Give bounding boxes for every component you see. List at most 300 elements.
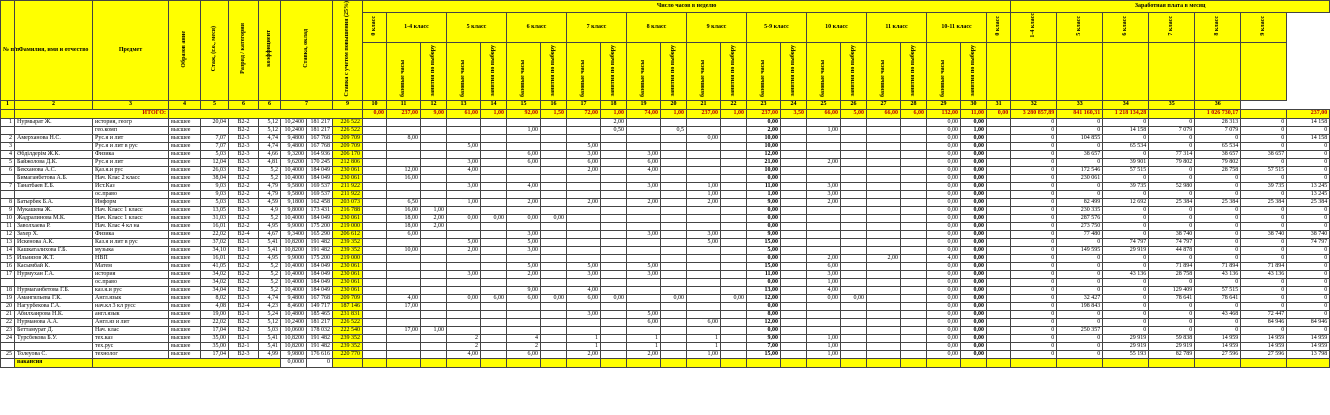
subject: Рус.я и лит в рус	[93, 142, 169, 150]
row-number: 20	[1, 302, 15, 310]
hours-cell	[387, 254, 421, 262]
rate-coef: 10,2400	[281, 118, 307, 126]
hours-cell	[781, 206, 807, 214]
hours-cell	[807, 174, 841, 182]
teacher-name	[15, 190, 93, 198]
hours-cell	[841, 190, 867, 198]
hours-total	[987, 214, 1011, 222]
column-number: 14	[481, 100, 507, 109]
hours-cell	[601, 286, 627, 294]
pay-cell: 0	[1103, 262, 1149, 270]
pay-cell: 0	[1103, 278, 1149, 286]
vacancy-blank	[901, 358, 927, 367]
hours-cell	[781, 278, 807, 286]
hours-cell	[721, 198, 747, 206]
vacancy-blank	[1011, 358, 1057, 367]
hours-cell	[481, 166, 507, 174]
header-subject: Предмет	[93, 1, 169, 101]
pay-cell: 0	[1287, 246, 1330, 254]
header-pay-sub	[1241, 42, 1287, 100]
hours-cell	[901, 294, 927, 302]
hours-cell	[721, 214, 747, 222]
salary-with-raise: 203 073	[333, 198, 363, 206]
hours-cell	[481, 278, 507, 286]
header-pay-group: Заработная плата в месяц	[1011, 1, 1330, 13]
table-row	[1, 182, 1330, 190]
pay-cell: 0	[1149, 118, 1195, 126]
vacancy-row	[1, 358, 1330, 367]
total-value: 237,00	[1287, 109, 1330, 118]
rate-coef: 10,2400	[281, 318, 307, 326]
hours-cell	[687, 206, 721, 214]
hours-cell: 0,00	[507, 214, 541, 222]
education: высшее	[169, 310, 201, 318]
hours-cell	[901, 326, 927, 334]
hours-cell	[721, 326, 747, 334]
pay-cell: 57 515	[1241, 166, 1287, 174]
hours-cell	[387, 270, 421, 278]
vacancy-blank	[333, 358, 363, 367]
hours-cell: 0,00	[961, 206, 987, 214]
row-number	[1, 190, 15, 198]
teacher-name: Кашкаталихова Г.Б.	[15, 246, 93, 254]
salary-with-raise: 212 806	[333, 158, 363, 166]
hours-cell	[363, 326, 387, 334]
hours-cell	[687, 214, 721, 222]
row-number: 13	[1, 238, 15, 246]
hours-cell	[567, 326, 601, 334]
pay-cell: 74 797	[1103, 238, 1149, 246]
salary-with-raise: 219 000	[333, 222, 363, 230]
pay-cell: 0	[1011, 190, 1057, 198]
hours-cell	[507, 206, 541, 214]
hours-cell	[481, 182, 507, 190]
hours-cell: 5,00	[447, 238, 481, 246]
hours-cell	[601, 246, 627, 254]
hours-cell	[867, 142, 901, 150]
education: высшее	[169, 182, 201, 190]
hours-cell: 2,00	[421, 222, 447, 230]
pay-cell: 84 946	[1241, 318, 1287, 326]
education: высшее	[169, 270, 201, 278]
table-row	[1, 262, 1330, 270]
hours-cell: 5,00	[747, 246, 781, 254]
hours-cell	[901, 214, 927, 222]
hours-cell	[387, 142, 421, 150]
pay-cell: 0	[1011, 310, 1057, 318]
category: В2-2	[229, 222, 259, 230]
hours-cell	[807, 238, 841, 246]
total-value: 0,00	[363, 109, 387, 118]
hours-cell	[901, 302, 927, 310]
salary-with-raise: 226 522	[333, 118, 363, 126]
hours-cell	[867, 350, 901, 358]
pay-cell: 39 735	[1103, 182, 1149, 190]
pay-cell: 43 468	[1195, 310, 1241, 318]
hours-cell	[541, 126, 567, 134]
header-basic-hours: базовые часы	[387, 42, 421, 100]
pay-cell: 13 245	[1287, 182, 1330, 190]
hours-cell	[363, 174, 387, 182]
rate-salary: 181 217	[307, 126, 333, 134]
subject: нач.кл 3 кл русс	[93, 302, 169, 310]
hours-cell	[601, 318, 627, 326]
vacancy-blank	[1287, 358, 1330, 367]
hours-cell	[841, 174, 867, 182]
education: высшее	[169, 254, 201, 262]
pay-cell: 0	[1103, 214, 1149, 222]
hours-cell	[901, 310, 927, 318]
hours-cell: 7,00	[747, 342, 781, 350]
coefficient: 5,41	[259, 342, 281, 350]
teacher-name: Захер Х.	[15, 230, 93, 238]
hours-cell: 0,00	[961, 334, 987, 342]
coefficient: 4,79	[259, 182, 281, 190]
hours-total	[987, 254, 1011, 262]
hours-cell	[541, 150, 567, 158]
hours-cell	[541, 246, 567, 254]
row-number: 17	[1, 270, 15, 278]
column-number: 31	[987, 100, 1011, 109]
coefficient: 4,99	[259, 350, 281, 358]
hours-cell: 1,00	[807, 334, 841, 342]
pay-cell: 12 692	[1103, 198, 1149, 206]
rate-coef: 9,4800	[281, 134, 307, 142]
hours-cell: 3,00	[627, 150, 661, 158]
hours-cell	[841, 134, 867, 142]
pay-cell: 0	[1057, 350, 1103, 358]
hours-cell: 0,00	[927, 190, 961, 198]
hours-cell	[507, 254, 541, 262]
rate-salary: 184 049	[307, 286, 333, 294]
hours-cell: 21,00	[747, 158, 781, 166]
total-value: 0,00	[987, 109, 1011, 118]
pay-cell: 0	[1011, 182, 1057, 190]
hours-cell	[867, 246, 901, 254]
hours-cell: 2,00	[567, 166, 601, 174]
experience: 5,03	[201, 198, 229, 206]
hours-cell: 1	[627, 342, 661, 350]
hours-cell	[841, 150, 867, 158]
header-grade: 6 класс	[507, 12, 567, 42]
pay-cell: 43 136	[1103, 270, 1149, 278]
hours-total	[987, 118, 1011, 126]
experience: 41,05	[201, 262, 229, 270]
hours-cell: 0,00	[961, 302, 987, 310]
rate-coef: 10,4800	[281, 310, 307, 318]
hours-total	[987, 270, 1011, 278]
hours-cell	[541, 198, 567, 206]
hours-cell	[627, 326, 661, 334]
hours-cell	[363, 206, 387, 214]
hours-cell	[661, 198, 687, 206]
hours-cell	[661, 342, 687, 350]
hours-cell	[541, 270, 567, 278]
salary-with-raise: 239 352	[333, 238, 363, 246]
pay-cell: 0	[1287, 142, 1330, 150]
hours-cell	[661, 182, 687, 190]
hours-cell	[661, 326, 687, 334]
hours-cell	[567, 246, 601, 254]
header-grade: 10 класс	[807, 12, 867, 42]
hours-cell	[781, 230, 807, 238]
vacancy-blank	[421, 358, 447, 367]
total-value: 92,00	[507, 109, 541, 118]
subject: Нач. Клас 4 кл на	[93, 222, 169, 230]
coefficient: 4,66	[259, 150, 281, 158]
hours-cell: 9,00	[747, 230, 781, 238]
column-number: 29	[927, 100, 961, 109]
pay-cell: 0	[1011, 166, 1057, 174]
pay-cell: 0	[1149, 214, 1195, 222]
hours-cell	[601, 142, 627, 150]
rate-coef: 9,9000	[281, 254, 307, 262]
hours-cell	[541, 238, 567, 246]
salary-with-raise: 209 709	[333, 142, 363, 150]
vacancy-blank	[987, 358, 1011, 367]
subject: англ.язык	[93, 310, 169, 318]
hours-cell: 6,00	[481, 294, 507, 302]
hours-cell	[541, 326, 567, 334]
hours-cell: 0,00	[747, 214, 781, 222]
coefficient: 4,74	[259, 294, 281, 302]
hours-cell: 6,00	[387, 230, 421, 238]
hours-cell	[481, 310, 507, 318]
hours-cell: 5,00	[627, 262, 661, 270]
hours-cell	[601, 350, 627, 358]
salary-with-raise: 187 146	[333, 302, 363, 310]
pay-cell: 14 158	[1287, 134, 1330, 142]
hours-cell: 18,00	[387, 214, 421, 222]
hours-total	[987, 150, 1011, 158]
hours-cell	[867, 230, 901, 238]
hours-cell	[781, 142, 807, 150]
coefficient: 5,2	[259, 262, 281, 270]
pay-cell: 0	[1287, 326, 1330, 334]
coefficient: 5,2	[259, 286, 281, 294]
total-value: 61,00	[447, 109, 481, 118]
pay-cell: 0	[1195, 278, 1241, 286]
table-row	[1, 142, 1330, 150]
pay-cell: 198 843	[1057, 302, 1103, 310]
vacancy-blank	[1103, 358, 1149, 367]
hours-cell	[901, 142, 927, 150]
pay-cell: 0	[1241, 142, 1287, 150]
hours-cell	[627, 190, 661, 198]
hours-cell	[601, 206, 627, 214]
header-basic-hours: базовые часы	[747, 42, 781, 100]
category: В2-3	[229, 158, 259, 166]
hours-cell	[781, 350, 807, 358]
header-pay-col: 0 класс	[987, 12, 1011, 42]
hours-cell	[687, 286, 721, 294]
header-experience: Стаж, (г.о., меся)	[201, 1, 229, 101]
column-number: 33	[1057, 100, 1103, 109]
category: В2-2	[229, 326, 259, 334]
hours-cell	[481, 262, 507, 270]
hours-cell	[363, 126, 387, 134]
hours-cell	[541, 350, 567, 358]
teacher-name: Бимаганбетова А.Б.	[15, 174, 93, 182]
column-number: 3	[93, 100, 169, 109]
education: высшее	[169, 206, 201, 214]
hours-cell	[421, 262, 447, 270]
education: высшее	[169, 166, 201, 174]
hours-cell	[601, 150, 627, 158]
vacancy-blank	[601, 358, 627, 367]
hours-cell	[601, 230, 627, 238]
hours-cell: 0,00	[961, 166, 987, 174]
education: высшее	[169, 158, 201, 166]
education: высшее	[169, 262, 201, 270]
hours-cell	[541, 310, 567, 318]
total-value: 1,00	[661, 109, 687, 118]
hours-cell	[507, 310, 541, 318]
total-value: 9,00	[421, 109, 447, 118]
hours-cell	[687, 294, 721, 302]
hours-cell	[721, 254, 747, 262]
subject: Физика	[93, 150, 169, 158]
hours-cell: 6,00	[567, 294, 601, 302]
hours-cell	[721, 334, 747, 342]
pay-cell: 38 740	[1149, 230, 1195, 238]
hours-total	[987, 342, 1011, 350]
pay-cell: 0	[1287, 294, 1330, 302]
category: В2-2	[229, 214, 259, 222]
hours-cell	[901, 206, 927, 214]
hours-cell	[507, 190, 541, 198]
rate-coef: 10,4000	[281, 166, 307, 174]
hours-cell	[867, 214, 901, 222]
teacher-name: Толеуова С.	[15, 350, 93, 358]
rate-coef: 10,0600	[281, 326, 307, 334]
hours-cell	[687, 278, 721, 286]
header-basic-hours: базовые часы	[687, 42, 721, 100]
pay-cell: 149 595	[1057, 246, 1103, 254]
hours-cell	[781, 150, 807, 158]
hours-cell	[541, 254, 567, 262]
pay-cell: 25 384	[1241, 198, 1287, 206]
hours-total	[987, 262, 1011, 270]
hours-cell	[841, 246, 867, 254]
hours-cell: 13,00	[747, 286, 781, 294]
pay-cell: 74 797	[1149, 238, 1195, 246]
column-number: 24	[781, 100, 807, 109]
hours-cell	[601, 302, 627, 310]
hours-cell: 0,00	[961, 278, 987, 286]
experience: 37,02	[201, 238, 229, 246]
pay-cell: 71 894	[1241, 262, 1287, 270]
salary-with-raise: 206 612	[333, 230, 363, 238]
hours-cell	[687, 302, 721, 310]
pay-cell: 0	[1011, 342, 1057, 350]
pay-cell: 38 657	[1195, 150, 1241, 158]
hours-cell: 3,00	[807, 190, 841, 198]
hours-cell	[421, 278, 447, 286]
pay-cell: 0	[1103, 318, 1149, 326]
hours-cell	[901, 198, 927, 206]
teacher-name: Нурмухан Г.А.	[15, 270, 93, 278]
hours-cell	[867, 334, 901, 342]
hours-cell	[601, 182, 627, 190]
hours-cell	[421, 134, 447, 142]
hours-cell	[481, 238, 507, 246]
hours-cell: 2,00	[507, 270, 541, 278]
hours-cell	[541, 142, 567, 150]
hours-cell: 1	[567, 342, 601, 350]
hours-cell	[507, 142, 541, 150]
experience: 13,05	[201, 206, 229, 214]
experience: 16,01	[201, 254, 229, 262]
pay-cell: 0	[1011, 318, 1057, 326]
rate-salary: 184 049	[307, 262, 333, 270]
hours-cell	[807, 142, 841, 150]
hours-cell	[481, 318, 507, 326]
hours-cell	[807, 318, 841, 326]
pay-cell: 0	[1011, 286, 1057, 294]
hours-cell	[867, 262, 901, 270]
rate-salary: 184 049	[307, 214, 333, 222]
hours-cell: 15,00	[747, 350, 781, 358]
total-value: 5,00	[841, 109, 867, 118]
hours-cell	[541, 182, 567, 190]
hours-cell	[481, 286, 507, 294]
subject: Нач. Класс 1 класс	[93, 214, 169, 222]
column-number: 28	[901, 100, 927, 109]
rate-coef: 9,9800	[281, 350, 307, 358]
rate-coef: 9,8000	[281, 206, 307, 214]
hours-cell: 2,00	[421, 214, 447, 222]
total-label: ИТОГО:	[15, 109, 169, 118]
hours-cell	[841, 166, 867, 174]
hours-cell	[421, 190, 447, 198]
education: высшее	[169, 118, 201, 126]
hours-cell	[507, 302, 541, 310]
pay-cell: 230 061	[1057, 174, 1103, 182]
total-value: 132,00	[927, 109, 961, 118]
hours-cell	[541, 318, 567, 326]
hours-cell	[721, 174, 747, 182]
coefficient: 5,41	[259, 334, 281, 342]
hours-cell: 6,00	[627, 318, 661, 326]
hours-cell	[567, 318, 601, 326]
hours-cell	[721, 150, 747, 158]
rate-coef: 9,6200	[281, 158, 307, 166]
rate-coef: 10,8200	[281, 246, 307, 254]
hours-cell: 3,00	[567, 270, 601, 278]
coefficient: 4,23	[259, 302, 281, 310]
pay-cell: 0	[1195, 326, 1241, 334]
total-value: 72,00	[567, 109, 601, 118]
experience: 5,03	[201, 150, 229, 158]
hours-cell: 0,00	[961, 342, 987, 350]
pay-cell: 0	[1287, 310, 1330, 318]
hours-cell: 0,00	[747, 278, 781, 286]
pay-cell: 71 894	[1195, 262, 1241, 270]
hours-cell	[421, 318, 447, 326]
pay-cell: 43 136	[1195, 270, 1241, 278]
total-value: 1 218 134,28	[1103, 109, 1149, 118]
hours-cell: 1,00	[807, 342, 841, 350]
pay-cell: 84 946	[1287, 318, 1330, 326]
hours-cell	[567, 238, 601, 246]
table-row	[1, 254, 1330, 262]
hours-cell: 0,00	[927, 342, 961, 350]
header-pay-sub	[1011, 42, 1057, 100]
hours-cell: 3,00	[627, 182, 661, 190]
hours-total	[987, 278, 1011, 286]
hours-cell	[363, 350, 387, 358]
